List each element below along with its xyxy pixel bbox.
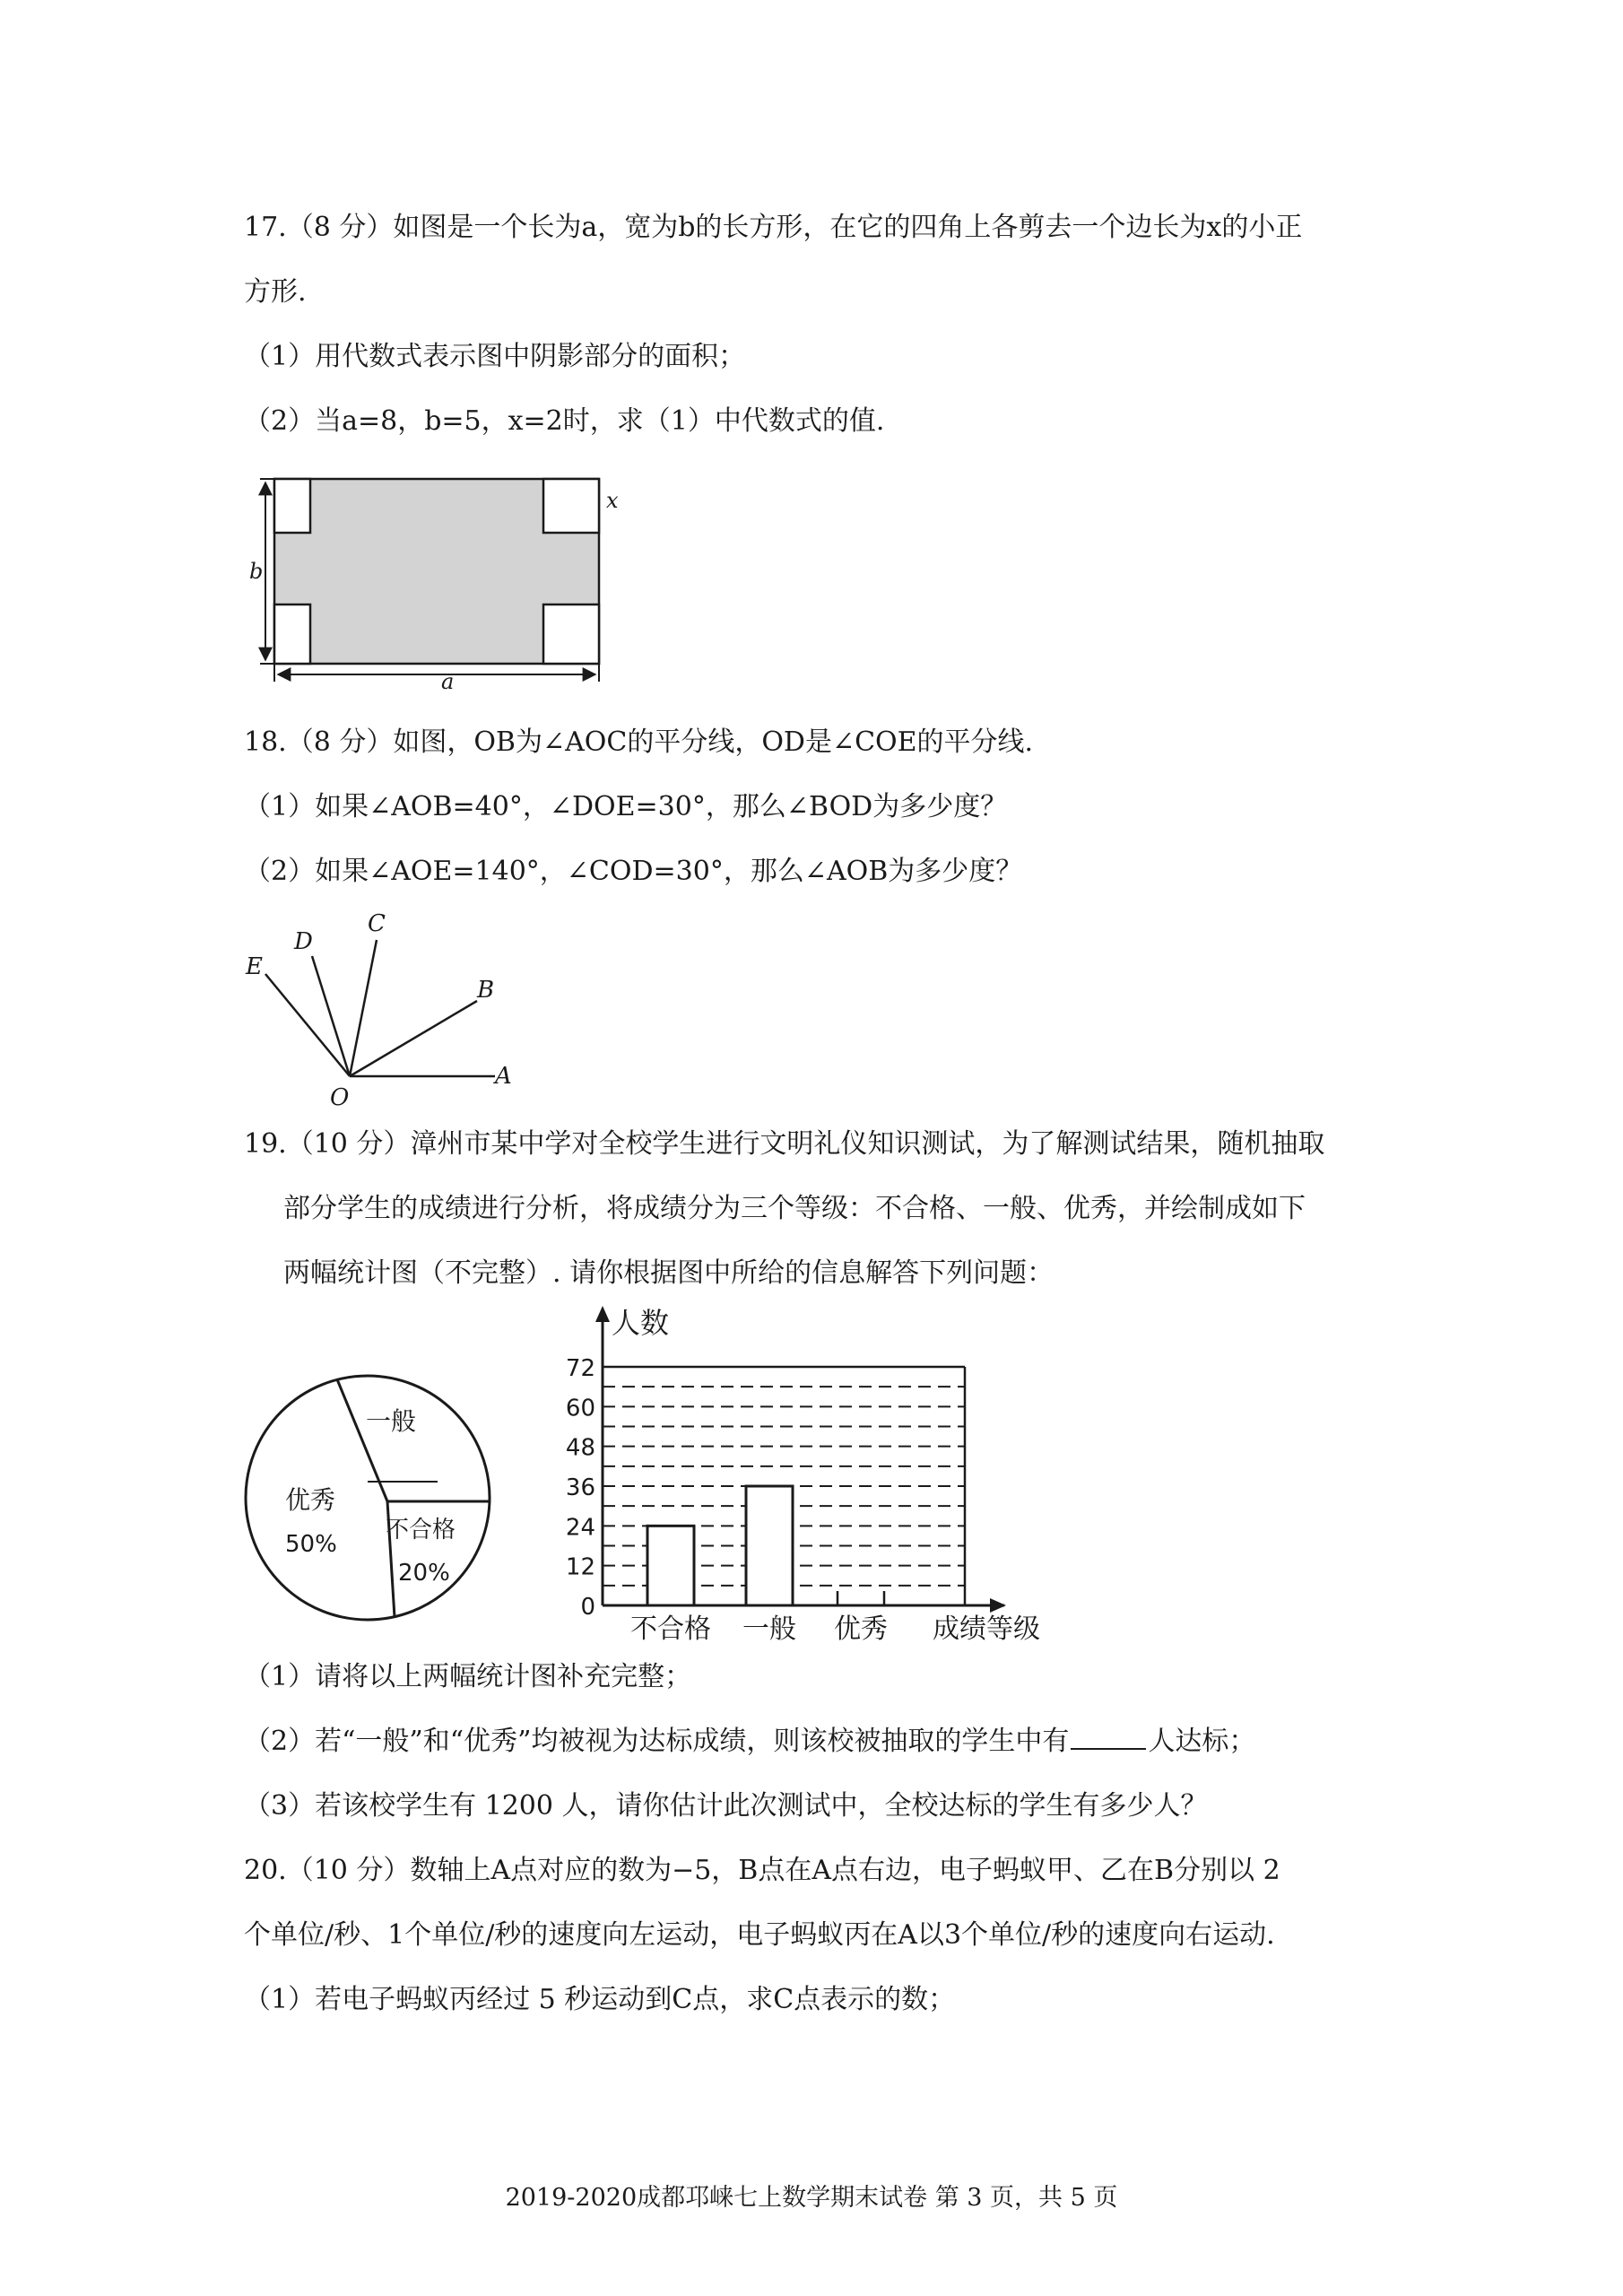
- pie-label-general: 一般: [366, 1406, 417, 1436]
- category-label: 一般: [742, 1613, 796, 1645]
- ray-ob: [350, 1001, 477, 1076]
- x-axis-arrow: [990, 1598, 1006, 1613]
- label-a: a: [441, 669, 455, 691]
- q18-sub2: （2）如果∠AOE=140°，∠COD=30°，那么∠AOB为多少度？: [244, 856, 1023, 887]
- pie-pct-fail: 20%: [398, 1560, 450, 1587]
- label-e: E: [246, 953, 263, 980]
- q19-line3: 两幅统计图（不完整）. 请你根据图中所给的信息解答下列问题：: [283, 1257, 1055, 1289]
- q20-sub1: （1）若电子蚂蚁丙经过 5 秒运动到C点，求C点表示的数；: [244, 1984, 956, 2015]
- y-tick-label: 36: [565, 1474, 595, 1501]
- label-o: O: [330, 1084, 350, 1111]
- ray-oe: [265, 974, 350, 1076]
- q19-sub2-before: （2）若“一般”和“优秀”均被视为达标成绩，则该校被抽取的学生中有: [244, 1726, 1070, 1757]
- label-d: D: [294, 928, 313, 955]
- pie-label-excellent: 优秀: [285, 1485, 336, 1515]
- pie-pct-excellent: 50%: [285, 1531, 337, 1558]
- q19-line1: 19.（10 分）漳州市某中学对全校学生进行文明礼仪知识测试，为了解测试结果，随机抽取: [244, 1128, 1325, 1160]
- q19-sub2: [244, 1722, 1255, 1761]
- q18-sub1: （1）如果∠AOB=40°，∠DOE=30°，那么∠BOD为多少度？: [244, 791, 1008, 822]
- label-x: x: [606, 488, 619, 513]
- q19-bar-chart: [538, 1300, 1076, 1659]
- q19-line2: 部分学生的成绩进行分析，将成绩分为三个等级：不合格、一般、优秀，并绘制成如下: [283, 1193, 1306, 1224]
- ray-od: [312, 956, 350, 1076]
- q20-line2: 个单位/秒、1个单位/秒的速度向左运动，电子蚂蚁丙在A以3个单位/秒的速度向右运动.: [244, 1919, 1275, 1951]
- q19-pie-chart: [242, 1372, 502, 1632]
- q17-rectangle-figure: [247, 466, 633, 691]
- y-tick-label: 12: [565, 1553, 595, 1581]
- x-axis-label: 成绩等级: [933, 1613, 1040, 1645]
- bar-1: [746, 1486, 793, 1605]
- label-a: A: [495, 1063, 512, 1090]
- y-tick-label: 60: [565, 1395, 595, 1422]
- label-c: C: [368, 910, 386, 937]
- q19-sub1: （1）请将以上两幅统计图补充完整；: [244, 1661, 692, 1692]
- q20-line1: 20.（10 分）数轴上A点对应的数为−5，B点在A点右边，电子蚂蚁甲、乙在B分别以 2: [244, 1855, 1280, 1886]
- corner-square-tl: [274, 479, 310, 533]
- q18-angle-figure: [242, 906, 529, 1112]
- q17-line1: 17.（8 分）如图是一个长为a，宽为b的长方形，在它的四角上各剪去一个边长为x的小正: [244, 212, 1303, 243]
- ray-oc: [350, 940, 377, 1076]
- label-b: B: [477, 977, 495, 1004]
- category-label: 优秀: [834, 1613, 888, 1645]
- q17-sub1: （1）用代数式表示图中阴影部分的面积；: [244, 341, 746, 372]
- y-tick-label: 48: [565, 1434, 595, 1462]
- y-tick-label: 72: [565, 1355, 595, 1382]
- q19-sub2-after: 人达标；: [1148, 1726, 1256, 1757]
- category-label: 不合格: [630, 1613, 711, 1645]
- corner-square-bl: [274, 604, 310, 664]
- y-tick-label: 24: [565, 1514, 595, 1542]
- corner-square-br: [543, 604, 599, 664]
- bar-0: [647, 1526, 694, 1605]
- answer-blank[interactable]: [1071, 1725, 1146, 1750]
- label-b: b: [249, 559, 264, 584]
- pie-label-fail: 不合格: [386, 1517, 456, 1544]
- y-axis-label: 人数: [612, 1306, 670, 1340]
- q17-sub2: （2）当a=8，b=5，x=2时，求（1）中代数式的值.: [244, 405, 885, 437]
- page-footer: 2019-2020成都邛崃七上数学期末试卷 第 3 页，共 5 页: [505, 2184, 1118, 2212]
- q19-sub3: （3）若该校学生有 1200 人，请你估计此次测试中，全校达标的学生有多少人？: [244, 1790, 1208, 1822]
- corner-square-tr: [543, 479, 599, 533]
- q17-line2: 方形.: [244, 276, 307, 308]
- y-axis-arrow: [595, 1306, 610, 1322]
- q18-line1: 18.（8 分）如图，OB为∠AOC的平分线，OD是∠COE的平分线.: [244, 726, 1034, 758]
- y-tick-label: 0: [580, 1594, 595, 1621]
